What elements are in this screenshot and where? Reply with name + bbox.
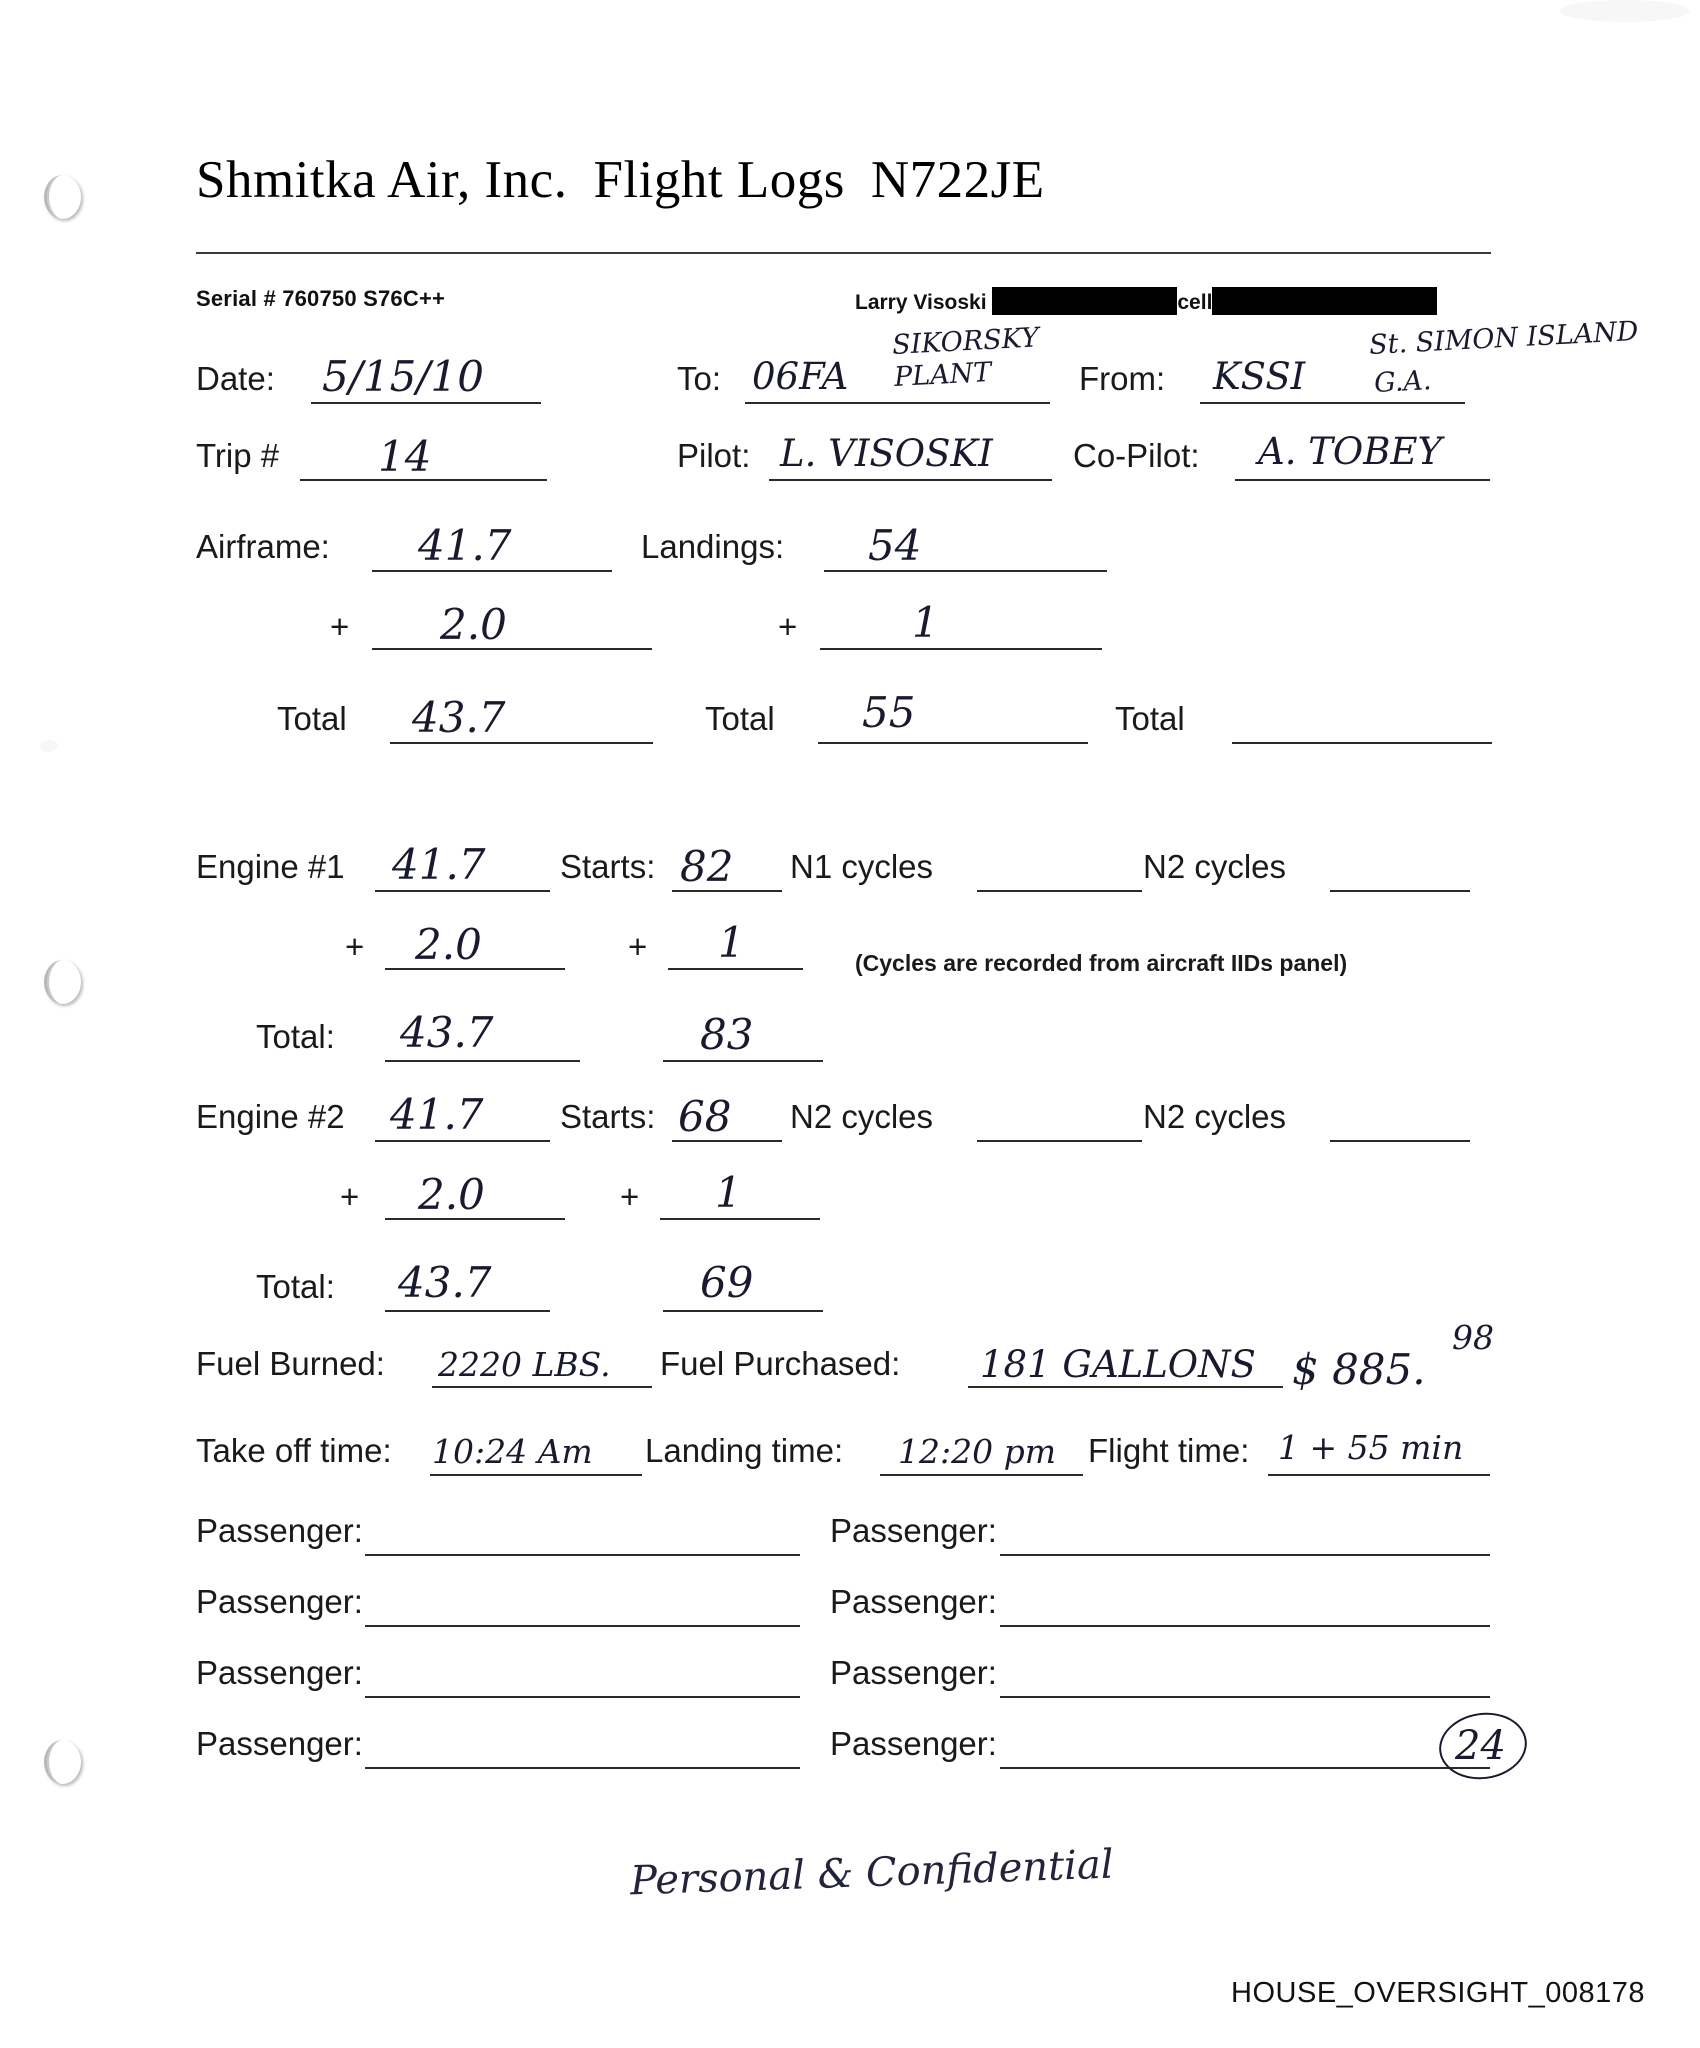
engine2-starts-label: Starts: [560, 1098, 656, 1135]
landing-time-line[interactable] [880, 1474, 1083, 1476]
engine2-starts-total-value: 69 [700, 1258, 754, 1307]
to-note-top: SIKORSKY [891, 322, 1040, 361]
airframe-total-value: 43.7 [412, 693, 506, 742]
engine1-starts-add-line[interactable] [668, 968, 803, 970]
engine1-starts-value: 82 [680, 842, 734, 891]
from-note-bottom: G.A. [1373, 365, 1433, 399]
airframe-total-line[interactable] [390, 742, 653, 744]
cycles-note: (Cycles are recorded from aircraft IIDs panel) [855, 950, 1348, 976]
engine1-n1-label: N1 cycles [790, 848, 934, 885]
engine1-hours-line[interactable] [375, 890, 550, 892]
confidential-annotation: Personal & Confidential [629, 1841, 1115, 1905]
to-label: To: [677, 360, 722, 397]
engine2-label: Engine #2 [196, 1098, 345, 1135]
passenger-line[interactable] [365, 1696, 800, 1698]
engine2-add-value: 2.0 [418, 1170, 485, 1219]
third-total-label: Total [1115, 700, 1185, 737]
engine1-total-label: Total: [256, 1018, 335, 1055]
landings-label: Landings: [641, 528, 785, 565]
fuel-burned-value: 2220 LBS. [438, 1345, 611, 1384]
fuel-cost-cents: 98 [1452, 1318, 1494, 1357]
passenger-label: Passenger: [830, 1512, 997, 1549]
passenger-label: Passenger: [830, 1654, 997, 1691]
trip-label: Trip # [196, 437, 280, 474]
landings-total-label: Total [705, 700, 775, 737]
engine1-n1-line[interactable] [977, 890, 1142, 892]
passenger-line[interactable] [1000, 1625, 1490, 1627]
pilot-label: Pilot: [677, 437, 751, 474]
landings-add-line[interactable] [820, 648, 1102, 650]
trip-value: 14 [378, 432, 432, 481]
takeoff-label: Take off time: [196, 1432, 392, 1469]
title-company: Shmitka Air, Inc. [196, 151, 568, 209]
fuel-burned-line[interactable] [432, 1386, 652, 1388]
airframe-label: Airframe: [196, 528, 330, 565]
from-field-line[interactable] [1200, 402, 1465, 404]
landing-time-label: Landing time: [645, 1432, 844, 1469]
engine2-n2a-label: N2 cycles [790, 1098, 934, 1135]
engine2-hours-value: 41.7 [390, 1090, 484, 1139]
page-title [196, 150, 1045, 210]
engine2-starts-add-value: 1 [715, 1168, 742, 1217]
date-label: Date: [196, 360, 275, 397]
page-number-text: 24 [1455, 1723, 1506, 1769]
fuel-purchased-value: 181 GALLONS [980, 1343, 1256, 1386]
passenger-label: Passenger: [830, 1583, 997, 1620]
passenger-line[interactable] [365, 1767, 800, 1769]
passenger-line[interactable] [1000, 1554, 1490, 1556]
copilot-label: Co-Pilot: [1073, 437, 1200, 474]
flight-time-value: 1 + 55 min [1278, 1428, 1464, 1467]
engine1-label: Engine #1 [196, 848, 345, 885]
engine2-starts-total-line[interactable] [663, 1310, 823, 1312]
flight-time-line[interactable] [1268, 1474, 1490, 1476]
passenger-label: Passenger: [196, 1725, 363, 1762]
date-value: 5/15/10 [322, 352, 484, 401]
to-field-line[interactable] [745, 402, 1050, 404]
fuel-purchased-line[interactable] [968, 1386, 1283, 1388]
engine2-plus-sign: + [340, 1178, 360, 1215]
pilot-value: L. VISOSKI [780, 432, 993, 475]
from-value: KSSI [1213, 355, 1306, 398]
airframe-add-line[interactable] [372, 648, 652, 650]
engine1-total-value: 43.7 [400, 1008, 494, 1057]
engine1-starts-label: Starts: [560, 848, 656, 885]
contact-cell-label: cell [1177, 291, 1213, 314]
from-note-top: St. SIMON ISLAND [1368, 315, 1640, 361]
landings-plus-sign: + [778, 608, 798, 645]
fuel-burned-label: Fuel Burned: [196, 1345, 385, 1382]
landings-value: 54 [868, 521, 922, 570]
engine1-n2-label: N2 cycles [1143, 848, 1287, 885]
engine2-total-line[interactable] [385, 1310, 550, 1312]
passenger-line[interactable] [1000, 1767, 1490, 1769]
landings-total-line[interactable] [818, 742, 1088, 744]
passenger-line[interactable] [365, 1554, 800, 1556]
engine1-starts-plus-sign: + [628, 928, 648, 965]
engine2-n2a-line[interactable] [977, 1140, 1142, 1142]
takeoff-line[interactable] [430, 1474, 642, 1476]
passenger-label: Passenger: [196, 1583, 363, 1620]
engine1-starts-total-value: 83 [700, 1010, 754, 1059]
pilot-field-line[interactable] [769, 479, 1052, 481]
engine1-starts-add-value: 1 [718, 918, 745, 967]
engine2-n2b-line[interactable] [1330, 1140, 1470, 1142]
redacted-phone-bar [992, 287, 1177, 315]
fuel-cost-value: $ 885. [1292, 1345, 1426, 1394]
airframe-plus-sign: + [330, 608, 350, 645]
engine2-hours-line[interactable] [375, 1140, 550, 1142]
passenger-line[interactable] [365, 1625, 800, 1627]
engine2-starts-plus-sign: + [620, 1178, 640, 1215]
passenger-line[interactable] [1000, 1696, 1490, 1698]
engine1-add-value: 2.0 [415, 920, 482, 969]
landings-add-value: 1 [912, 598, 939, 647]
engine1-total-line[interactable] [385, 1060, 580, 1062]
bates-stamp: HOUSE_OVERSIGHT_008178 [1231, 1977, 1645, 2009]
engine2-starts-add-line[interactable] [660, 1218, 820, 1220]
passenger-label: Passenger: [196, 1512, 363, 1549]
engine1-starts-total-line[interactable] [663, 1060, 823, 1062]
date-field-line[interactable] [311, 402, 541, 404]
landings-total-value: 55 [862, 688, 916, 737]
airframe-value: 41.7 [418, 521, 512, 570]
title-tail-number: N722JE [870, 151, 1045, 209]
circle-annotation [1435, 1707, 1531, 1785]
airframe-field-line[interactable] [372, 570, 612, 572]
to-note-bottom: PLANT [893, 356, 993, 393]
takeoff-value: 10:24 Am [432, 1432, 593, 1471]
third-total-line[interactable] [1232, 742, 1492, 744]
engine2-total-label: Total: [256, 1268, 335, 1305]
airframe-add-value: 2.0 [440, 600, 507, 649]
title-divider [196, 252, 1491, 254]
punch-hole-icon [44, 175, 81, 219]
serial-number: Serial # 760750 S76C++ [196, 286, 446, 311]
contact-info [855, 287, 1437, 315]
scan-artifact [1560, 0, 1690, 22]
engine2-starts-value: 68 [678, 1092, 732, 1141]
fuel-purchased-label: Fuel Purchased: [660, 1345, 901, 1382]
punch-hole-icon [44, 1740, 81, 1784]
to-value: 06FA [752, 355, 849, 398]
passenger-label: Passenger: [830, 1725, 997, 1762]
airframe-total-label: Total [277, 700, 347, 737]
engine2-total-value: 43.7 [398, 1258, 492, 1307]
flight-time-label: Flight time: [1088, 1432, 1250, 1469]
copilot-value: A. TOBEY [1258, 430, 1442, 473]
engine1-n2-line[interactable] [1330, 890, 1470, 892]
contact-name: Larry Visoski [855, 291, 987, 314]
engine1-hours-value: 41.7 [392, 840, 486, 889]
landings-field-line[interactable] [824, 570, 1107, 572]
from-label: From: [1079, 360, 1166, 397]
title-section: Flight Logs [593, 151, 845, 209]
scan-artifact [40, 740, 58, 752]
punch-hole-icon [44, 960, 81, 1004]
landing-time-value: 12:20 pm [898, 1432, 1057, 1471]
engine1-plus-sign: + [345, 928, 365, 965]
copilot-field-line[interactable] [1235, 479, 1490, 481]
engine2-n2b-label: N2 cycles [1143, 1098, 1287, 1135]
passenger-label: Passenger: [196, 1654, 363, 1691]
redacted-cell-bar [1212, 287, 1437, 315]
handwritten-page-number [1455, 1723, 1506, 1769]
